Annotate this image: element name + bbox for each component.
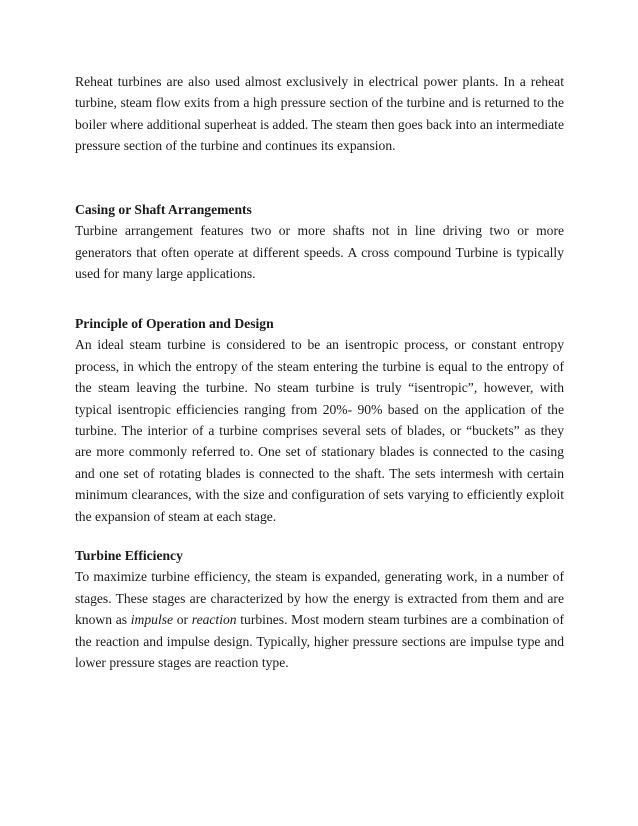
section-principle [75,313,564,527]
reaction-term: reaction [191,612,237,628]
efficiency-text-mid: or [173,612,192,628]
efficiency-text-before: To maximize turbine efficiency, the steam is expanded, generating work, in a number of stages. These stages are characterized by how the energy is extracted from them and are known as [75,569,564,628]
casing-heading: Casing or Shaft Arrangements [75,202,252,217]
section-reheat-turbines [75,71,564,157]
principle-heading: Principle of Operation and Design [75,316,274,331]
efficiency-heading: Turbine Efficiency [75,548,183,563]
impulse-term: impulse [130,612,174,628]
efficiency-paragraph [75,566,564,673]
section-efficiency [75,545,564,673]
principle-paragraph: An ideal steam turbine is considered to be an isentropic process, or constant entropy process, in which the entropy of the steam entering the turbine is equal to the entropy of the steam leaving the turbine. No steam turbine is truly “isentropic”, however, with typical isentropic efficiencies ranging from 20%- 90% based on the application of the turbine. The interior of a turbine comprises several sets of blades, or “buckets” as they are more commonly referred to. One set of stationary blades is connected to the casing and one set of rotating blades is connected to the shaft. The sets intermesh with certain minimum clearances, with the size and configuration of sets varying to efficiently exploit the expansion of steam at each stage. [75,337,564,524]
reheat-paragraph: Reheat turbines are also used almost exclusively in electrical power plants. In a reheat turbine, steam flow exits from a high pressure section of the turbine and is returned to the boiler where additional superheat is added. The steam then goes back into an intermediate pressure section of the turbine and continues its expansion. [75,74,564,154]
section-casing [75,199,564,285]
efficiency-text-after: turbines. Most modern steam turbines are a combination of the reaction and impulse design. Typically, higher pressure sections are impulse type and lower pressure stages are reaction type. [75,612,564,671]
casing-paragraph: Turbine arrangement features two or more shafts not in line driving two or more generators that often operate at different speeds. A cross compound Turbine is typically used for many large applications. [75,223,564,282]
